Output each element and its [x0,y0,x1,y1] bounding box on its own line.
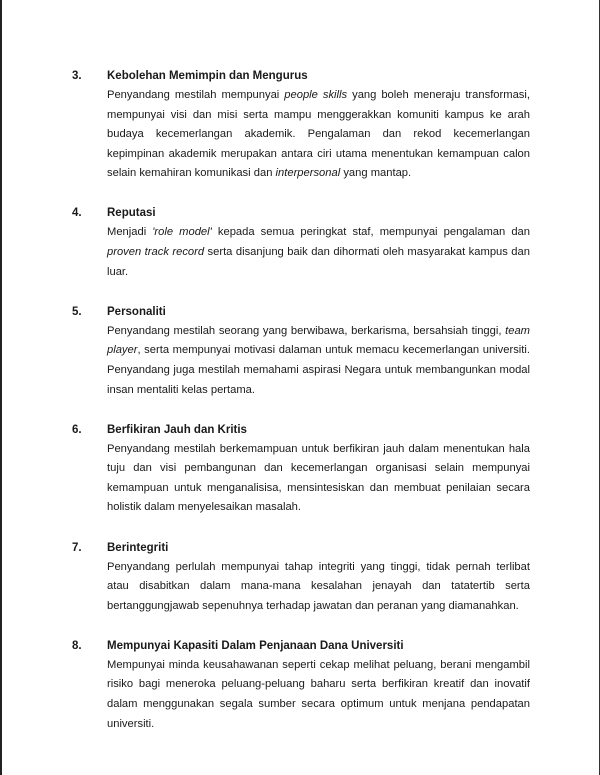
criteria-section [72,538,532,617]
paragraph-text: kepada semua peringkat staf, mempunyai pengalaman dan [211,226,530,239]
criteria-section [72,66,532,184]
paragraph-text: yang mantap. [340,167,412,180]
section-paragraph [107,322,530,400]
paragraph-text: Mempunyai minda keusahawanan seperti cekap melihat peluang, berani mengambil risiko bagi meneroka peluang-peluang baharu serta berfikiran kreatif dan inovatif dalam menggunakan segala sumber secara optimum untuk menjana pendapatan universiti. [107,658,530,730]
paragraph-text: yang boleh meneraju transformasi, mempunyai visi dan misi serta mampu menggerakkan komuniti kampus ke arah budaya kecemerlangan akademik. Pengalaman dan rekod kecemerlangan kepimpinan akademik merupakan antara ciri utama menentukan kemampuan calon selain kemahiran komunikasi dan [107,89,530,180]
criteria-section [72,302,532,400]
section-content [107,636,530,734]
section-number: 4. [72,207,82,220]
section-number: 8. [72,639,82,652]
section-heading: Personaliti [107,305,166,318]
section-content [107,203,530,282]
section-number: 7. [72,541,82,554]
paragraph-text: Menjadi [107,226,153,239]
italic-term: proven track record [107,246,205,259]
paragraph-text: Penyandang perlulah mempunyai tahap integriti yang tinggi, tidak pernah terlibat atau disabitkan dalam mana-mana kesalahan jenayah dan tatatertib serta bertanggungjawab sepenuhnya terhadap jawatan dan peranan yang diamanahkan. [107,560,530,612]
italic-term: people skills [284,89,348,101]
section-paragraph [107,558,530,617]
criteria-section [72,420,532,518]
paragraph-text: Penyandang mestilah seorang yang berwibawa, berkarisma, bersahsiah tinggi, [107,324,506,337]
italic-term: team player [107,324,530,357]
section-number: 3. [72,70,82,82]
section-content [107,538,530,617]
section-content [107,420,530,518]
italic-term: interpersonal [275,167,341,180]
section-heading: Kebolehan Memimpin dan Mengurus [107,70,308,82]
criteria-section [72,636,532,734]
page-left-border [0,0,2,775]
paragraph-text: Penyandang mestilah berkemampuan untuk berfikiran jauh dalam menentukan hala tuju dan visi pembangunan dan kecemerlangan organisasi selain mempunyai kemampuan untuk menganalisisa, mensintesiskan dan membuat penilaian secara holistik dalam menyelesaikan masalah. [107,442,530,514]
section-number: 6. [72,423,82,436]
section-heading: Berintegriti [107,541,169,554]
section-paragraph [107,223,530,282]
section-paragraph [107,86,530,184]
criteria-section [72,203,532,282]
paragraph-text: serta disanjung baik dan dihormati oleh masyarakat kampus dan luar. [107,246,530,278]
section-content [107,66,530,184]
section-heading: Mempunyai Kapasiti Dalam Penjanaan Dana Universiti [107,639,404,652]
section-content [107,302,530,400]
section-paragraph [107,656,530,734]
section-heading: Reputasi [107,207,156,220]
italic-term: 'role model' [152,226,212,239]
paragraph-text: Penyandang mestilah mempunyai [107,89,285,101]
section-heading: Berfikiran Jauh dan Kritis [107,423,247,436]
document-body [72,66,532,754]
paragraph-text: , serta mempunyai motivasi dalaman untuk memacu kecemerlangan universiti. Penyandang juga mestilah memahami aspirasi Negara untuk membangunkan modal insan mentaliti kelas pertama. [107,344,530,396]
section-number: 5. [72,305,82,318]
section-paragraph [107,440,530,518]
